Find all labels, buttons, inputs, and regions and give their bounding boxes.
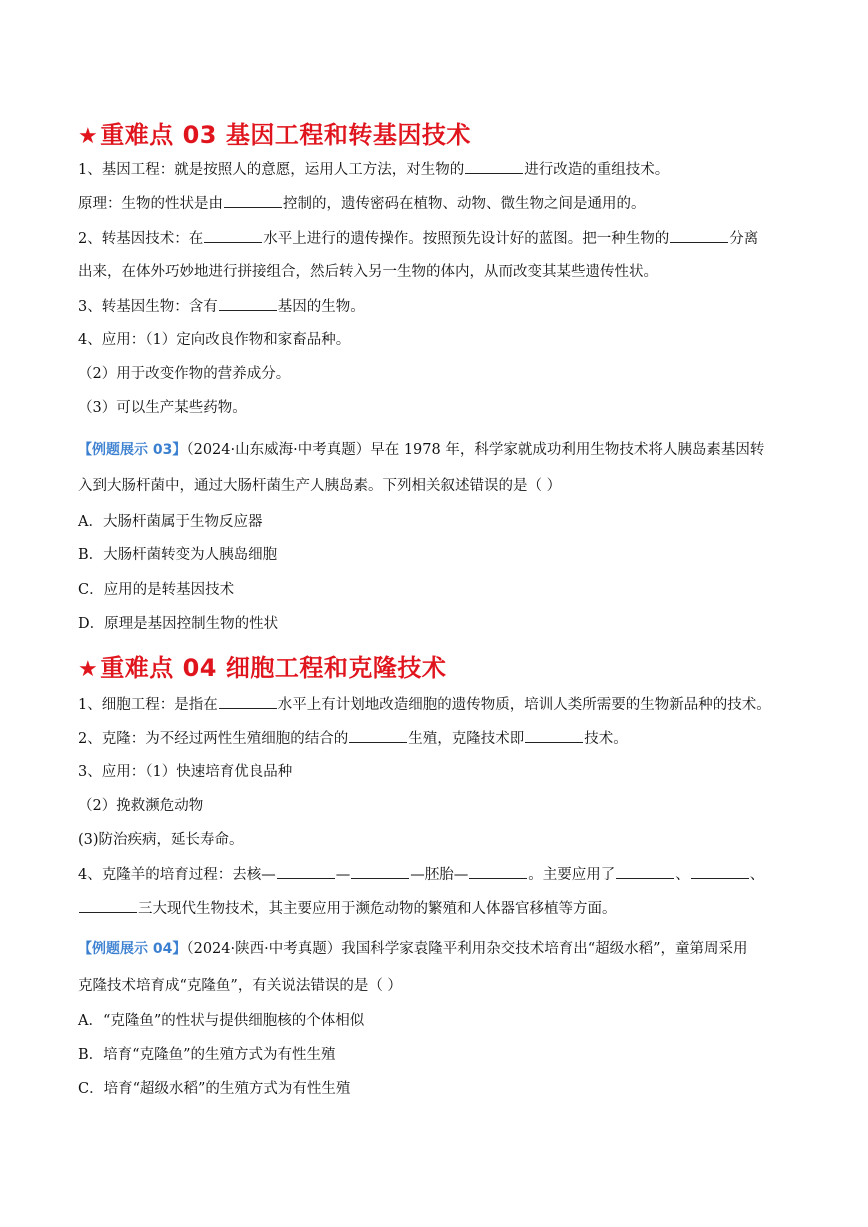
- text: 基因的生物。: [277, 299, 365, 315]
- text: 水平上有计划地改造细胞的遗传物质，培训人类所需要的生物新品种的技术。: [277, 697, 771, 713]
- fill-blank[interactable]: [204, 228, 262, 243]
- fill-blank[interactable]: [277, 864, 335, 879]
- text: 1、细胞工程：是指在: [78, 697, 218, 713]
- text: 技术。: [584, 731, 628, 747]
- s04-line-5: (3)防治疾病，延长寿命。: [78, 832, 244, 848]
- text: 控制的，遗传密码在植物、动物、微生物之间是通用的。: [283, 196, 646, 212]
- text: 2、转基因技术：在: [78, 231, 204, 247]
- text: 3、转基因生物：含有: [78, 299, 218, 315]
- text: 水平上进行的遗传操作。按照预先设计好的蓝图。把一种生物的: [263, 231, 670, 247]
- s03-line-1: [78, 159, 669, 180]
- option-a[interactable]: A．“克隆鱼”的性状与提供细胞核的个体相似: [78, 1013, 365, 1029]
- fill-blank[interactable]: [79, 898, 137, 913]
- s03-line-4: 出来，在体外巧妙地进行拼接组合，然后转入另一生物的体内，从而改变其某些遗传性状。: [78, 264, 658, 280]
- fill-blank[interactable]: [525, 728, 583, 743]
- fill-blank[interactable]: [616, 864, 674, 879]
- section-03-title: 重难点 03 基因工程和转基因技术: [100, 121, 471, 149]
- s03-example-q2: 入到大肠杆菌中，通过大肠杆菌生产人胰岛素。下列相关叙述错误的是（ ）: [78, 478, 562, 494]
- s03-example-q1: [78, 440, 764, 460]
- text: 三大现代生物技术，其主要应用于濒危动物的繁殖和人体器官移植等方面。: [138, 901, 617, 917]
- option-b[interactable]: B．培育“克隆鱼”的生殖方式为有性生殖: [78, 1047, 336, 1063]
- fill-blank[interactable]: [219, 694, 277, 709]
- text: （2024·陕西·中考真题）我国科学家袁隆平利用杂交技术培育出“超级水稻”，童第周采用: [186, 941, 748, 957]
- text: 4、克隆羊的培育过程：去核—: [78, 867, 276, 883]
- section-04-title: 重难点 04 细胞工程和克隆技术: [100, 654, 447, 682]
- section-04-heading: [78, 648, 446, 683]
- text: 2、克隆：为不经过两性生殖细胞的结合的: [78, 731, 349, 747]
- option-d[interactable]: D．原理是基因控制生物的性状: [78, 616, 279, 632]
- option-c[interactable]: C．应用的是转基因技术: [78, 582, 235, 598]
- section-03-heading: [78, 115, 471, 150]
- text: 分离: [729, 231, 759, 247]
- text: 1、基因工程：就是按照人的意愿，运用人工方法，对生物的: [78, 162, 465, 178]
- s03-line-6: 4、应用：（1）定向改良作物和家畜品种。: [78, 332, 351, 348]
- text: 进行改造的重组技术。: [524, 162, 670, 178]
- s04-line-4: （2）挽救濒危动物: [78, 798, 204, 814]
- fill-blank[interactable]: [224, 193, 282, 208]
- s03-line-8: （3）可以生产某些药物。: [78, 400, 247, 416]
- s04-line-7: [78, 898, 617, 919]
- s04-line-2: [78, 728, 628, 749]
- option-b[interactable]: B．大肠杆菌转变为人胰岛细胞: [78, 547, 278, 563]
- s04-example-q1: [78, 939, 748, 959]
- star-icon: ★: [78, 657, 99, 682]
- text: 原理：生物的性状是由: [78, 196, 223, 212]
- text: 、: [749, 867, 765, 883]
- example-tag: 【例题展示 03】: [78, 442, 187, 458]
- s03-line-5: [78, 296, 365, 317]
- text: 、: [675, 867, 690, 883]
- example-tag: 【例题展示 04】: [78, 941, 187, 957]
- option-a[interactable]: A．大肠杆菌属于生物反应器: [78, 514, 263, 530]
- fill-blank[interactable]: [219, 296, 277, 311]
- s04-line-3: 3、应用：（1）快速培育优良品种: [78, 764, 293, 780]
- text: —胚胎—: [410, 867, 469, 883]
- fill-blank[interactable]: [465, 159, 523, 174]
- fill-blank[interactable]: [469, 864, 527, 879]
- s04-line-6: [78, 864, 764, 885]
- s03-line-3: [78, 228, 758, 249]
- s03-line-7: （2）用于改变作物的营养成分。: [78, 366, 291, 382]
- fill-blank[interactable]: [351, 864, 409, 879]
- text: （2024·山东威海·中考真题）早在 1978 年，科学家就成功利用生物技术将人胰岛素基因转: [186, 442, 765, 458]
- fill-blank[interactable]: [349, 728, 407, 743]
- text: —: [335, 867, 351, 883]
- s03-line-2: [78, 193, 646, 214]
- fill-blank[interactable]: [670, 228, 728, 243]
- option-c[interactable]: C．培育“超级水稻”的生殖方式为有性生殖: [78, 1081, 351, 1097]
- text: 。主要应用了: [528, 867, 616, 883]
- fill-blank[interactable]: [691, 864, 749, 879]
- text: 生殖，克隆技术即: [408, 731, 525, 747]
- s04-line-1: [78, 694, 771, 715]
- s04-example-q2: 克隆技术培育成“克隆鱼”，有关说法错误的是（ ）: [78, 978, 402, 994]
- star-icon: ★: [78, 124, 99, 149]
